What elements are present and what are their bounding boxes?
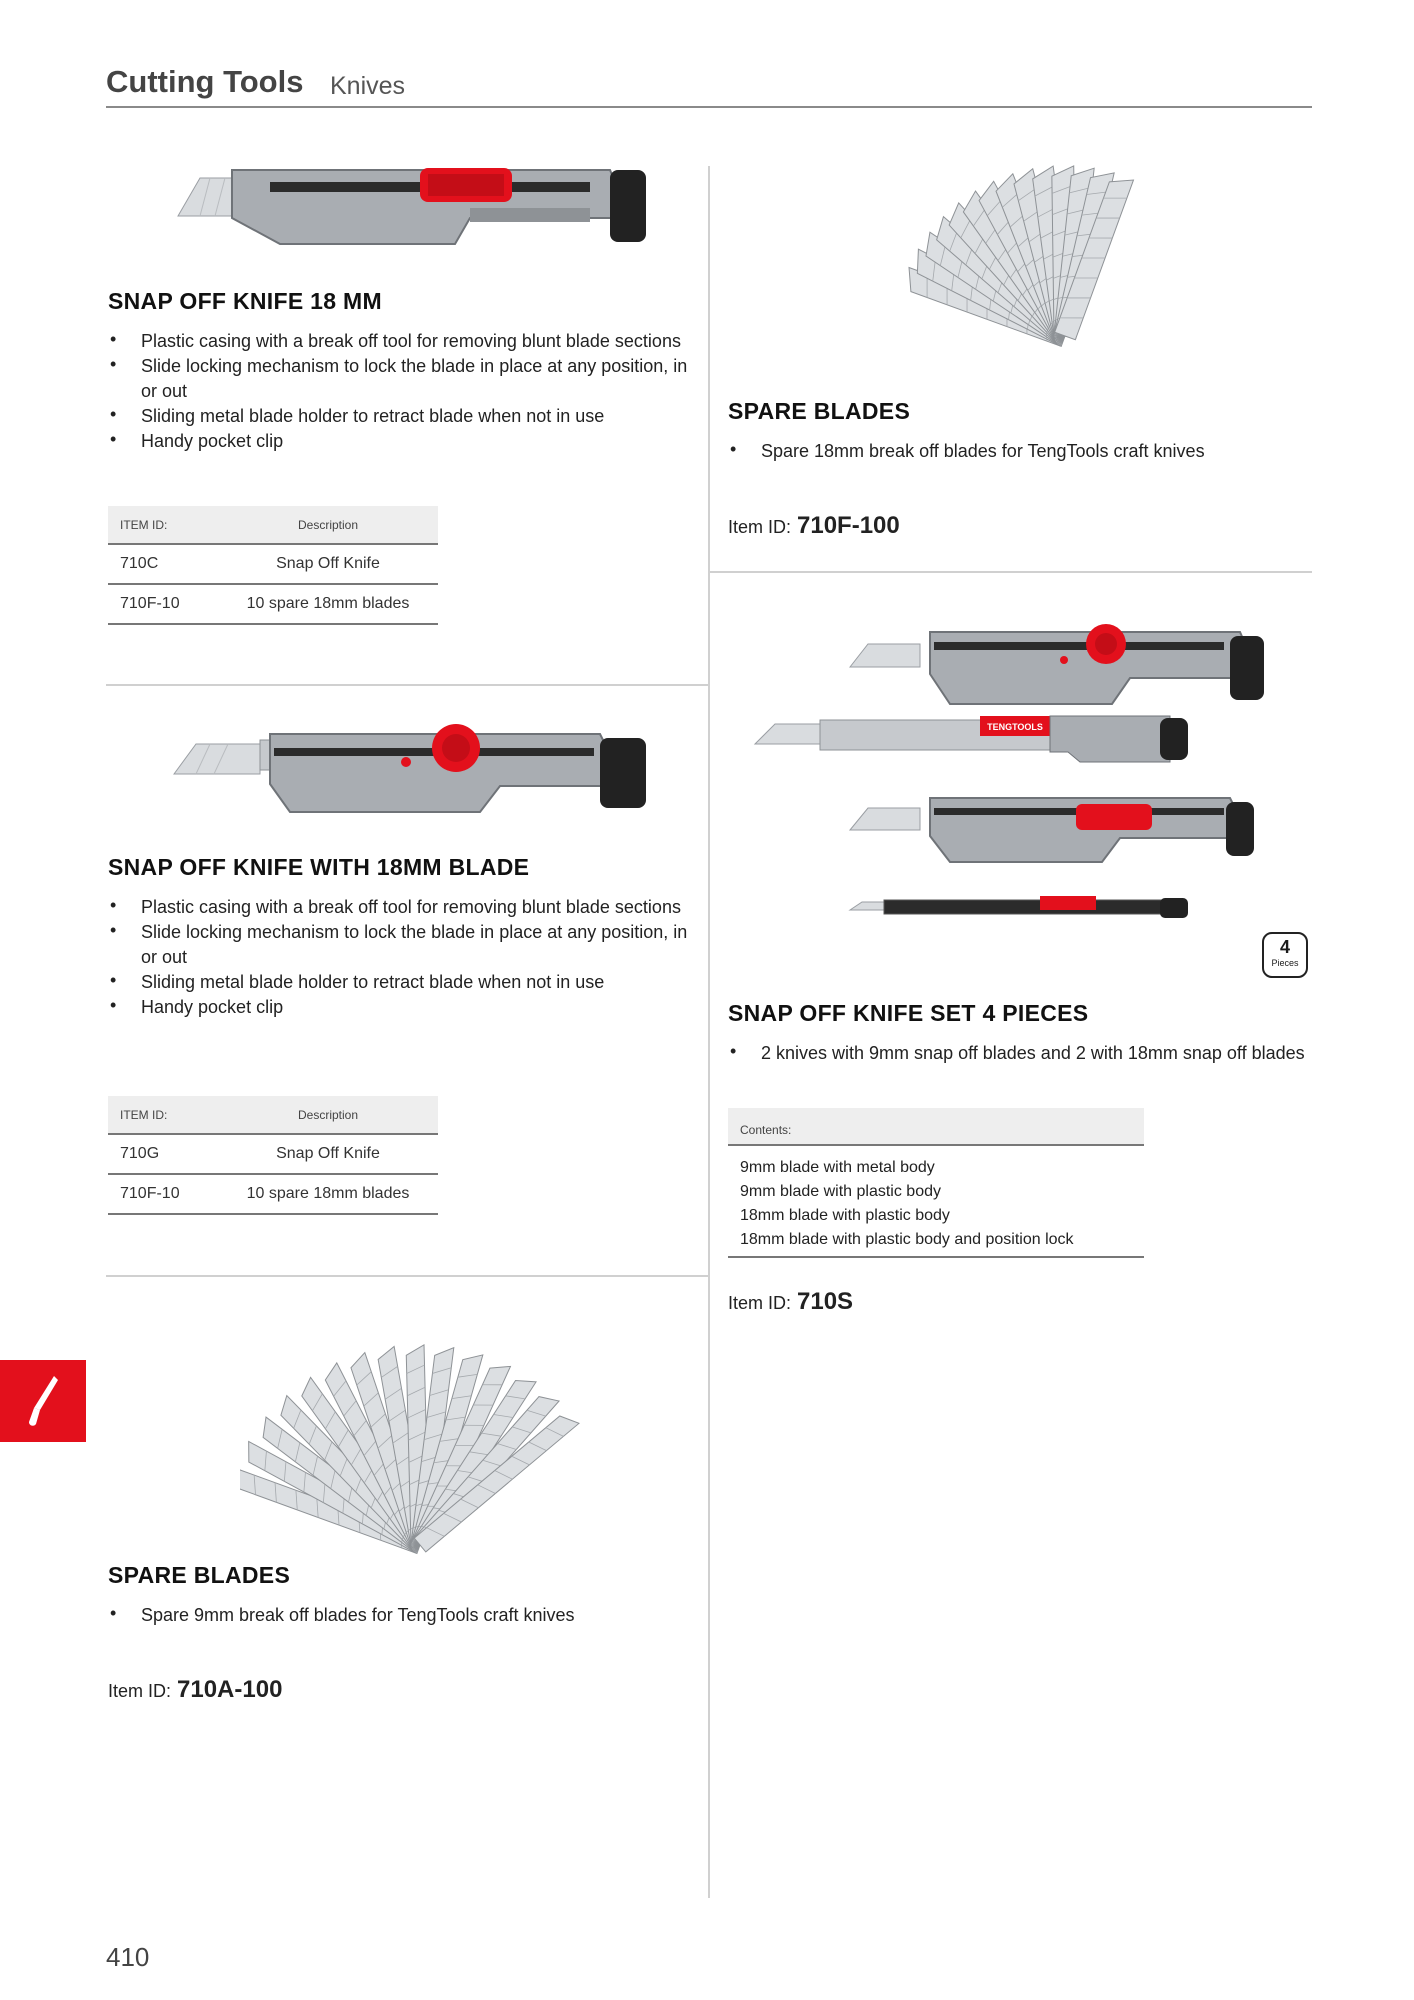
snap-off-knife-blade-image [170, 714, 650, 844]
product-spare-blades-18mm [728, 398, 1308, 540]
feature-item: • Sliding metal blade holder to retract blade when not in use [108, 404, 688, 429]
feature-item: • Spare 9mm break off blades for TengTools craft knives [108, 1603, 688, 1628]
contents-header: Contents: [728, 1108, 1144, 1146]
feature-item: • Sliding metal blade holder to retract blade when not in use [108, 970, 688, 995]
spare-blades-18mm-image [870, 156, 1200, 376]
divider-right-1 [710, 571, 1312, 573]
contents-list [728, 1146, 1144, 1258]
snap-off-knife-image [170, 148, 650, 273]
item-id [728, 512, 1308, 540]
feature-item: • Slide locking mechanism to lock the blade in place at any position, in or out [108, 354, 688, 404]
description-cell: 10 spare 18mm blades [218, 1174, 438, 1214]
contents-item: 18mm blade with plastic body [740, 1207, 950, 1224]
product-title: SNAP OFF KNIFE SET 4 PIECES [728, 1000, 1089, 1026]
knife-icon [26, 1374, 62, 1428]
item-id-value: 710F-100 [797, 512, 900, 539]
table-header-description: Description [218, 1096, 438, 1134]
divider-left-1 [106, 684, 708, 686]
item-id-value: 710S [797, 1288, 854, 1315]
table-header-item-id: ITEM ID: [108, 1096, 218, 1134]
knife-set-image [750, 612, 1280, 932]
table-row [108, 544, 438, 584]
table-row [108, 1134, 438, 1174]
feature-list [108, 329, 688, 454]
section-tab [0, 1360, 86, 1442]
product-title: SNAP OFF KNIFE WITH 18MM BLADE [108, 854, 530, 880]
item-id-cell: 710F-10 [108, 584, 218, 624]
product-knife-set-4-pieces [728, 1000, 1308, 1066]
item-id [108, 1676, 688, 1704]
column-divider [708, 166, 710, 1898]
item-id-cell: 710G [108, 1134, 218, 1174]
feature-list [728, 439, 1308, 464]
table-row [108, 584, 438, 624]
item-id-label: Item ID: [728, 1293, 792, 1313]
item-id-label: Item ID: [728, 517, 792, 537]
pieces-label: Pieces [1271, 958, 1299, 968]
table-header-description: Description [218, 506, 438, 544]
feature-list [108, 1603, 688, 1628]
item-id-label: Item ID: [108, 1681, 172, 1701]
feature-item: • 2 knives with 9mm snap off blades and 2 with 18mm snap off blades [728, 1041, 1308, 1066]
item-id [728, 1288, 853, 1316]
product-spare-blades-9mm [108, 1562, 688, 1704]
feature-item: • Plastic casing with a break off tool for removing blunt blade sections [108, 895, 688, 920]
spare-blades-9mm-image [240, 1300, 600, 1560]
brand-label: TENGTOOLS [987, 722, 1043, 732]
table-header-item-id: ITEM ID: [108, 506, 218, 544]
description-cell: Snap Off Knife [218, 544, 438, 584]
pieces-badge [1262, 932, 1308, 978]
product-title: SPARE BLADES [728, 398, 911, 424]
feature-list [108, 895, 688, 1020]
divider-left-2 [106, 1275, 708, 1277]
table-row [108, 1174, 438, 1214]
product-title: SNAP OFF KNIFE 18 MM [108, 288, 382, 314]
product-snap-off-knife-18mm-blade [108, 854, 688, 1020]
product-title: SPARE BLADES [108, 1562, 291, 1588]
item-id-cell: 710F-10 [108, 1174, 218, 1214]
spec-table [108, 506, 438, 625]
contents-table [728, 1108, 1144, 1258]
page-header [106, 62, 1312, 108]
pieces-count: 4 [1279, 937, 1290, 957]
feature-item: • Handy pocket clip [108, 995, 688, 1020]
item-id-value: 710A-100 [177, 1676, 283, 1703]
description-cell: Snap Off Knife [218, 1134, 438, 1174]
contents-item: 18mm blade with plastic body and position lock [740, 1231, 1074, 1248]
product-snap-off-knife-18mm [108, 288, 688, 454]
feature-list [728, 1041, 1308, 1066]
contents-item: 9mm blade with plastic body [740, 1183, 941, 1200]
item-id-cell: 710C [108, 544, 218, 584]
section-subtitle: Knives [330, 72, 406, 100]
contents-item: 9mm blade with metal body [740, 1159, 935, 1176]
feature-item: • Plastic casing with a break off tool for removing blunt blade sections [108, 329, 688, 354]
spec-table [108, 1096, 438, 1215]
description-cell: 10 spare 18mm blades [218, 584, 438, 624]
section-title: Cutting Tools [106, 64, 304, 99]
feature-item: • Spare 18mm break off blades for TengTools craft knives [728, 439, 1308, 464]
page-number: 410 [106, 1942, 150, 1972]
feature-item: • Handy pocket clip [108, 429, 688, 454]
feature-item: • Slide locking mechanism to lock the blade in place at any position, in or out [108, 920, 688, 970]
